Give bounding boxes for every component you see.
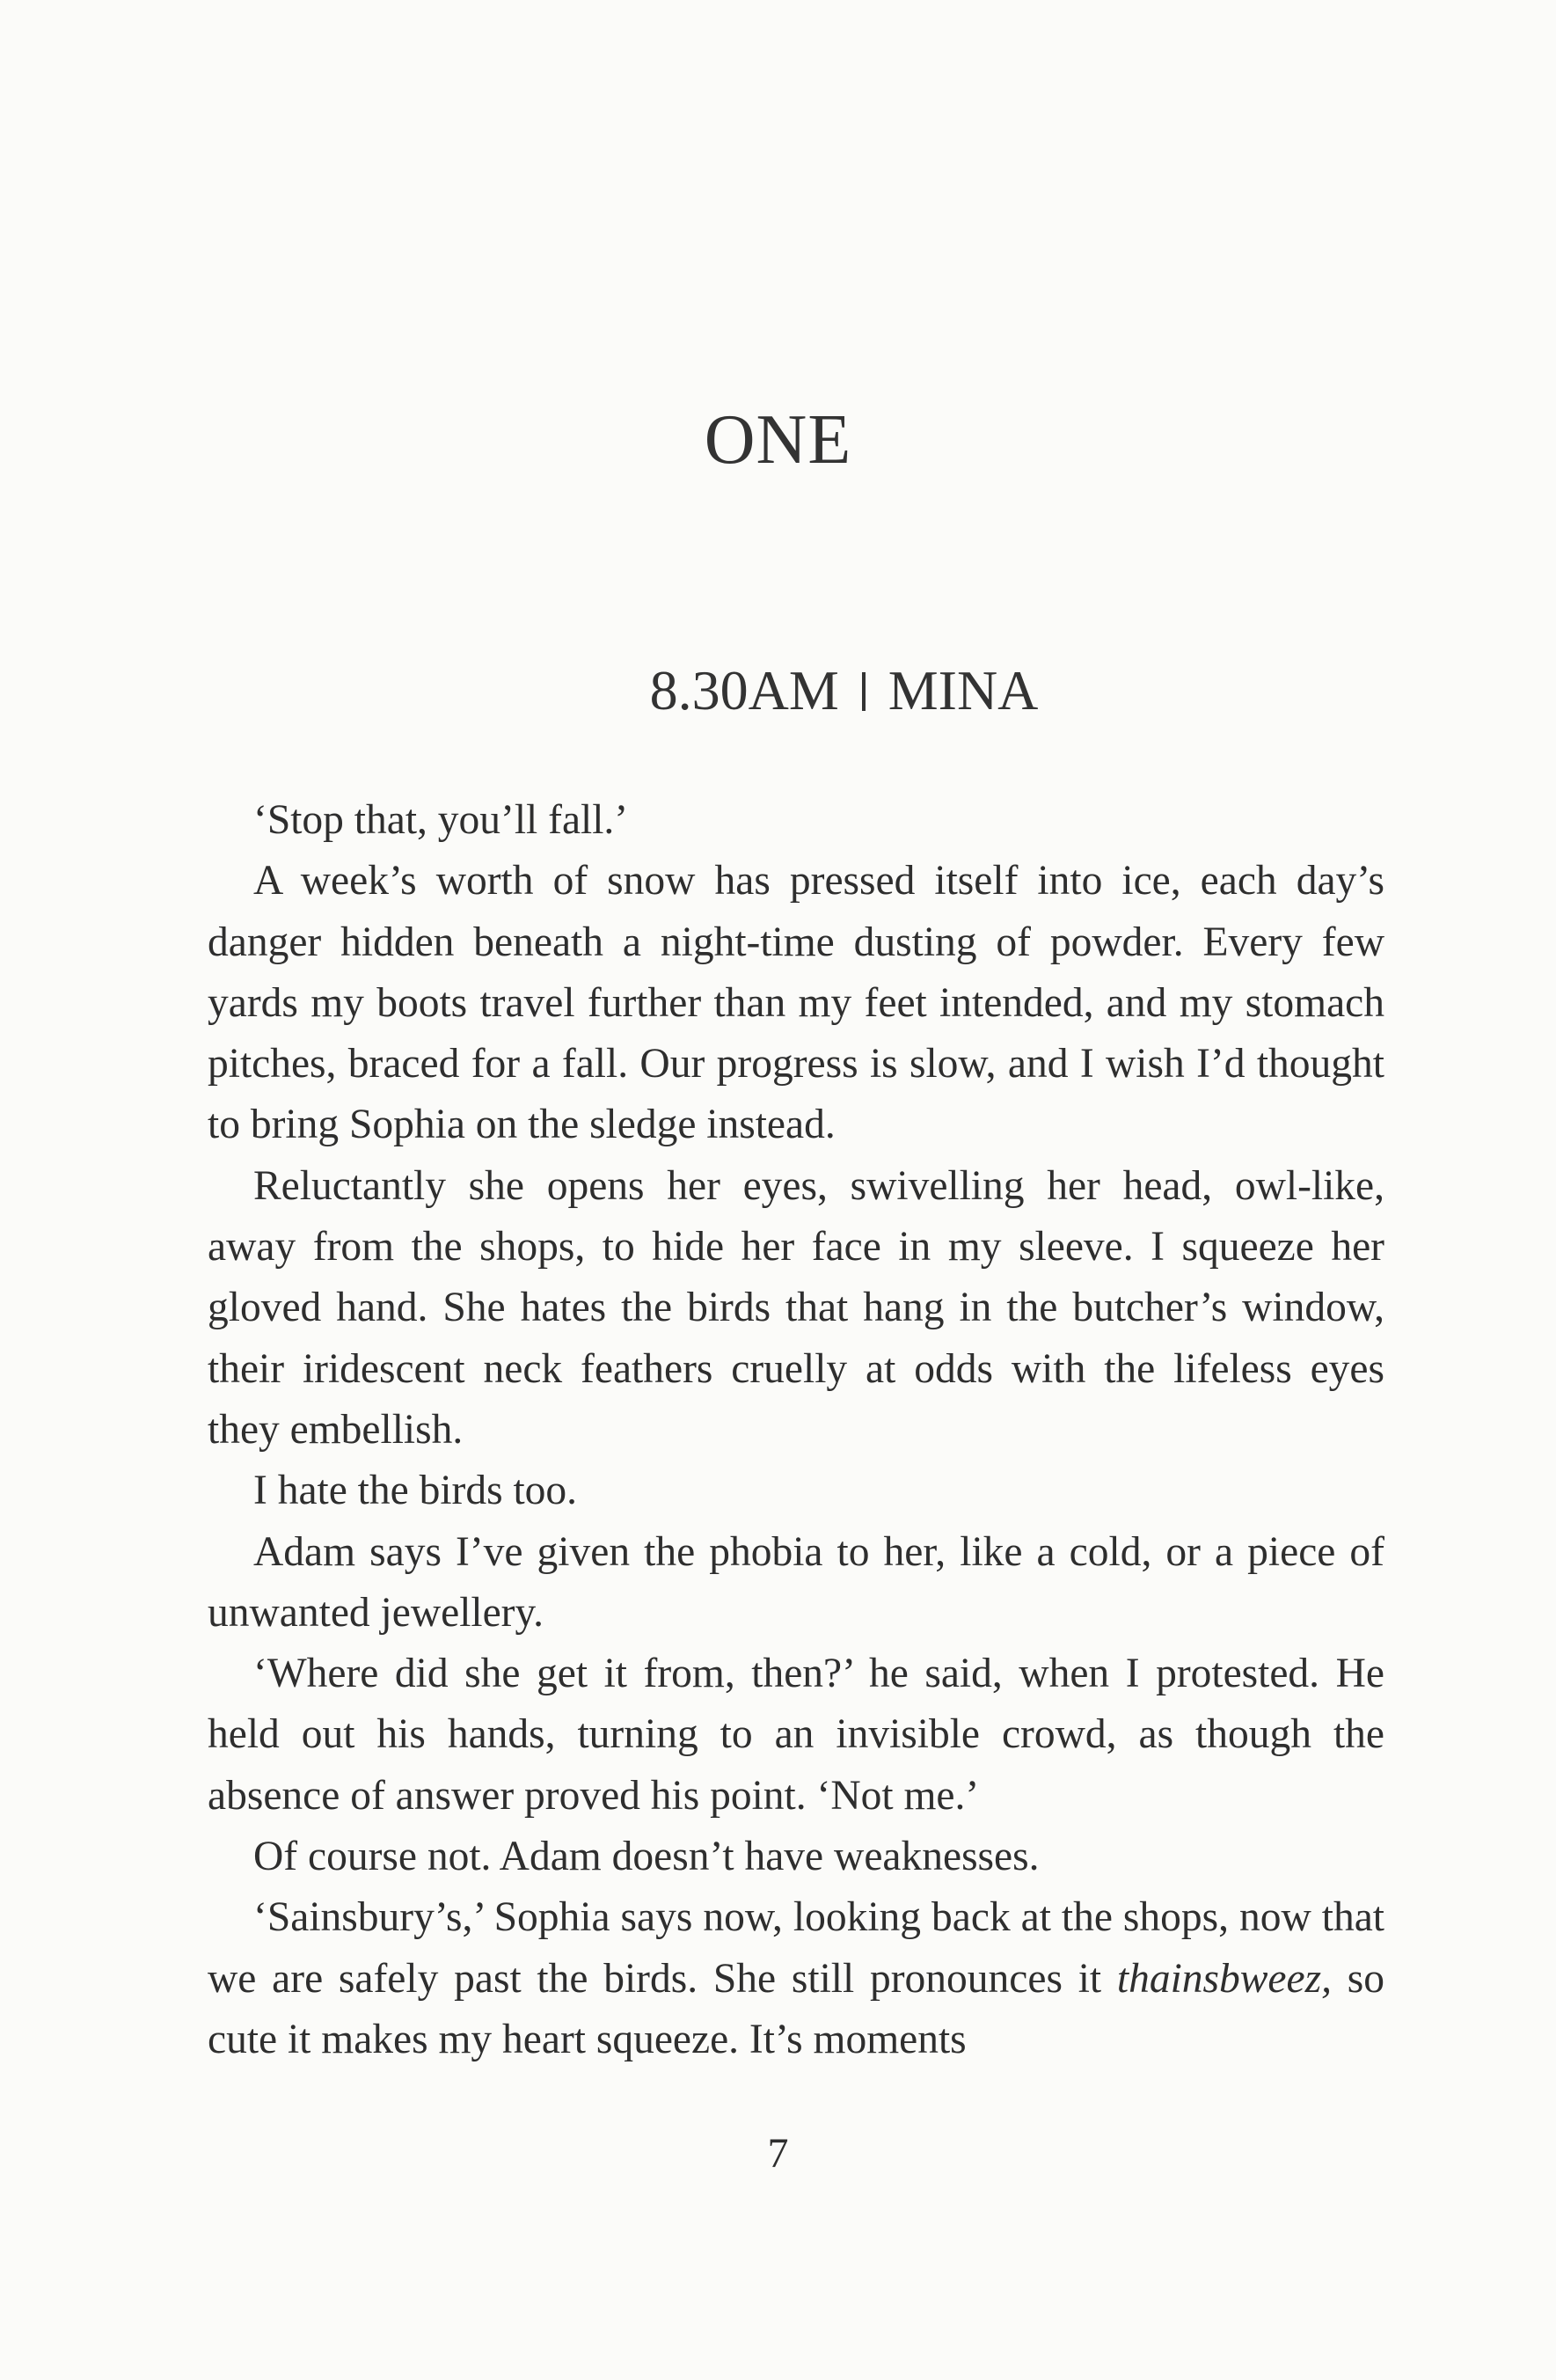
chapter-title: ONE	[704, 401, 852, 479]
italic-word: thainsbweez,	[1116, 1955, 1332, 2002]
page-number: 7	[767, 2130, 789, 2177]
paragraph-text: ‘Sainsbury’s,’ Sophia says now, looking back at the shops, now that we are safely past the birds. She still pronounces it	[208, 1894, 1384, 2002]
section-heading-time: 8.30AM	[649, 659, 839, 721]
body-text	[208, 790, 1384, 2070]
paragraph-last	[208, 1887, 1384, 2070]
paragraph: ‘Stop that, you’ll fall.’	[253, 797, 629, 843]
section-heading	[0, 658, 1556, 723]
section-heading-name: MINA	[888, 659, 1039, 721]
paragraph-text: so cute it makes my heart squeeze. It’s moments	[208, 1955, 1384, 2062]
paragraph: I hate the birds too.	[253, 1468, 578, 1514]
paragraph: Reluctantly she opens her eyes, swivelling her head, owl-like, away from the shops, to hide her face in my sleeve. I squeeze her gloved hand. She hates the birds that hang in the butcher’s window, their iridescent neck feathers cruelly at odds with the lifeless eyes they embellish.	[208, 1162, 1384, 1453]
heading-separator	[862, 672, 866, 711]
paragraph: A week’s worth of snow has pressed itself into ice, each day’s danger hidden beneath a night-time dusting of powder. Every few yards my boots travel further than my feet intended, and my stomach pitches, braced for a fall. Our progress is slow, and I wish I’d thought to bring Sophia on the sledge instead.	[208, 858, 1384, 1148]
paragraph: Adam says I’ve given the phobia to her, like a cold, or a piece of unwanted jewellery.	[208, 1528, 1384, 1636]
paragraph: ‘Where did she get it from, then?’ he said, when I protested. He held out his hands, turning to an invisible crowd, as though the absence of answer proved his point. ‘Not me.’	[208, 1651, 1384, 1819]
paragraph: Of course not. Adam doesn’t have weaknesses.	[253, 1834, 1040, 1880]
